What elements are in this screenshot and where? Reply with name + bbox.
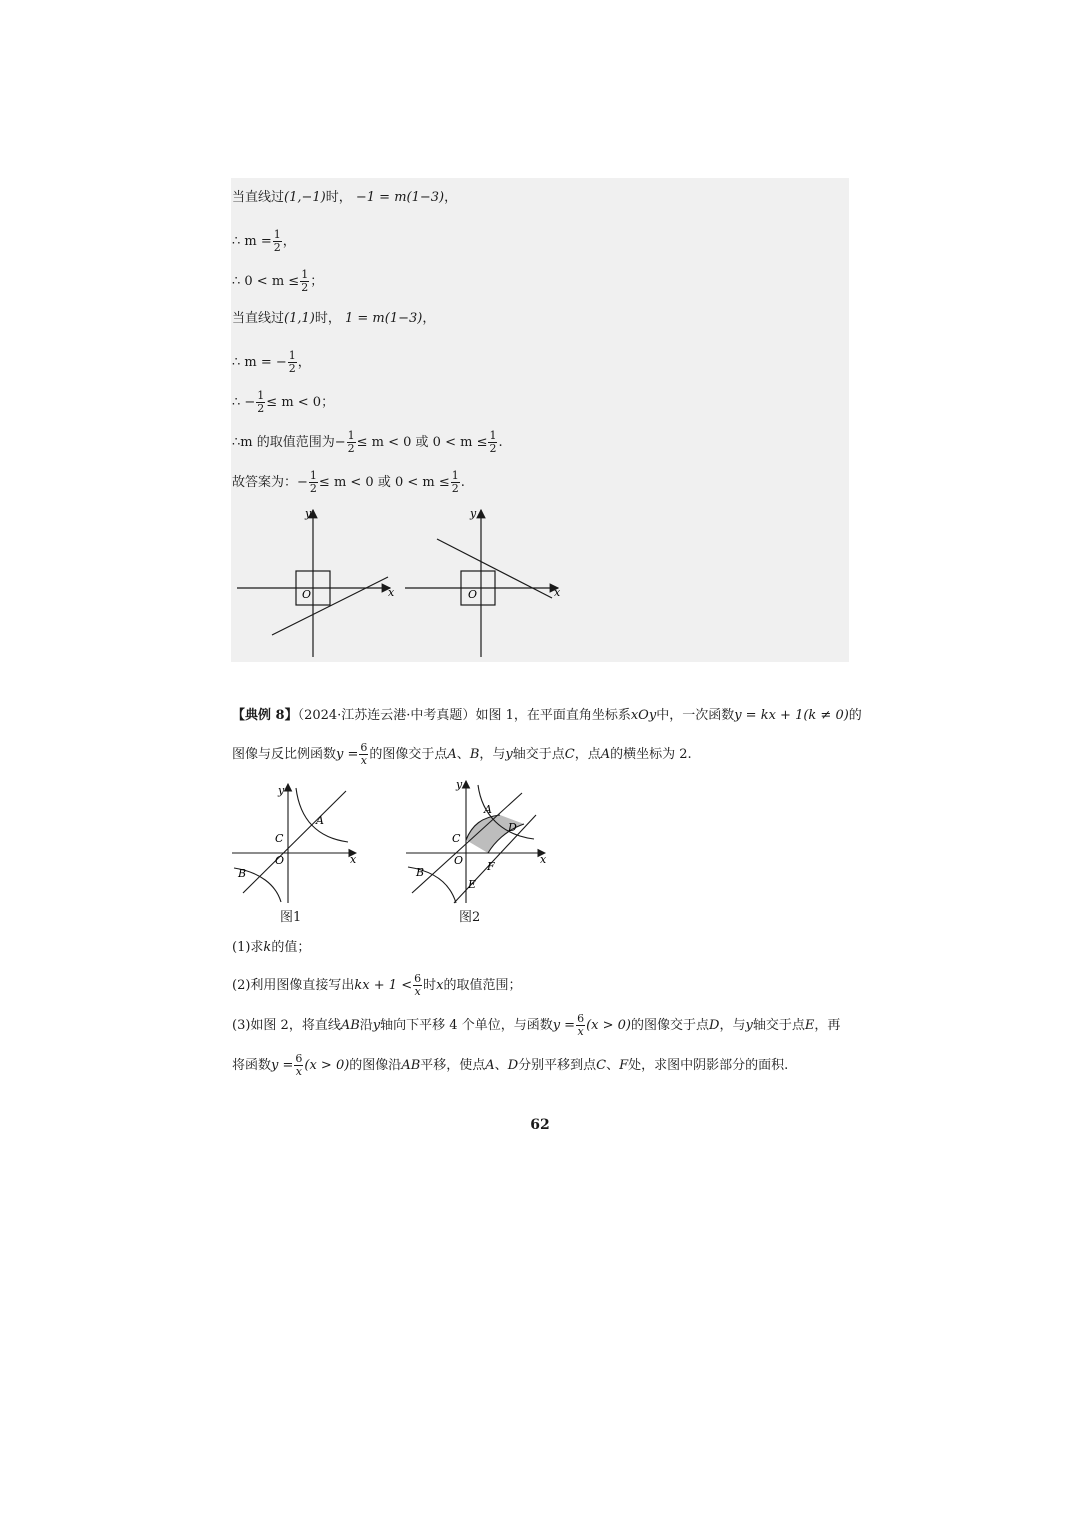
question-2: (2)利用图像直接写出kx + 1 < $\frac{6}{x}$ 时x的取值范围； [232, 972, 522, 998]
solution-line-5: ∴ m = − $\frac{1}{2}$ ， [232, 349, 311, 375]
fraction: $\frac{6}{x}$ [577, 1012, 585, 1038]
line-AB [412, 793, 522, 893]
origin-label: O [468, 588, 478, 601]
figure-1 [228, 780, 363, 905]
example-tag: 【典例 8】 [232, 708, 298, 723]
origin-label: O [454, 854, 464, 867]
point-B-label: B [416, 866, 425, 879]
point-D-label: D [508, 821, 517, 834]
fraction: $\frac{1}{2}$ [273, 228, 281, 254]
solution-line-2: ∴ m = $\frac{1}{2}$ ， [232, 228, 296, 254]
figure-2-caption: 图2 [459, 910, 481, 925]
question-3-line-2: 将函数y = $\frac{6}{x}$ (x > 0)的图像沿AB平移，使点A、D分别平移到点C、F处，求图中阴影部分的面积. [232, 1052, 789, 1078]
point-A-label: A [316, 814, 324, 827]
fraction: $\frac{1}{2}$ [257, 389, 265, 415]
fraction: $\frac{1}{2}$ [301, 268, 309, 294]
y-label: y [305, 507, 312, 520]
fraction: $\frac{1}{2}$ [347, 429, 355, 455]
solution-line-8: 故答案为：− $\frac{1}{2}$ ≤ m < 0 或 0 < m ≤ $\frac{1}{2}$ . [232, 469, 465, 495]
point-E-label: E [468, 878, 477, 891]
fraction: $\frac{6}{x}$ [295, 1052, 303, 1078]
x-label: x [540, 853, 547, 866]
origin-label: O [302, 588, 312, 601]
question-1: (1)求k的值； [232, 940, 311, 955]
point-B-label: B [238, 867, 247, 880]
point-C-label: C [275, 832, 284, 845]
solution-figure-2 [400, 505, 570, 660]
solution-line-6: ∴ − $\frac{1}{2}$ ≤ m < 0； [232, 389, 335, 415]
question-3-line-1: (3)如图 2，将直线AB沿y轴向下平移 4 个单位，与函数y = $\frac{6}{x}$ (x > 0)的图像交于点D，与y轴交于点E，再 [232, 1012, 841, 1038]
example-line-1: 【典例 8】（2024·江苏连云港·中考真题）如图 1，在平面直角坐标系xOy中，一次函数y = kx + 1(k ≠ 0)的 [232, 708, 862, 723]
figure-1-caption: 图1 [280, 910, 302, 925]
line-AB [243, 791, 346, 893]
point-F-label: F [487, 860, 495, 873]
y-label: y [456, 778, 463, 791]
fraction: $\frac{1}{2}$ [309, 469, 317, 495]
figure-2 [402, 775, 552, 905]
solution-line-7: ∴m 的取值范围为− $\frac{1}{2}$ ≤ m < 0 或 0 < m ≤ $\frac{1}{2}$ . [232, 429, 503, 455]
page-number: 62 [530, 1117, 550, 1133]
x-label: x [388, 586, 395, 599]
fraction: $\frac{1}{2}$ [451, 469, 459, 495]
example-line-2: 图像与反比例函数y = $\frac{6}{x}$ 的图像交于点A、B，与y轴交于点C，点A的横坐标为 2. [232, 741, 692, 767]
fraction: $\frac{6}{x}$ [414, 972, 422, 998]
x-label: x [350, 853, 357, 866]
fraction: $\frac{1}{2}$ [489, 429, 497, 455]
solution-figure-1 [232, 505, 402, 660]
fraction: $\frac{1}{2}$ [288, 349, 296, 375]
solution-line-1: 当直线过(1,−1)时， −1 = m(1−3)， [232, 190, 458, 205]
y-label: y [470, 507, 477, 520]
fraction: $\frac{6}{x}$ [360, 741, 368, 767]
point-A-label: A [484, 803, 492, 816]
solution-line-4: 当直线过(1,1)时， 1 = m(1−3)， [232, 311, 436, 326]
y-label: y [278, 784, 285, 797]
x-label: x [554, 586, 561, 599]
solution-line-3: ∴ 0 < m ≤ $\frac{1}{2}$ ； [232, 268, 324, 294]
origin-label: O [275, 854, 285, 867]
point-C-label: C [452, 832, 461, 845]
